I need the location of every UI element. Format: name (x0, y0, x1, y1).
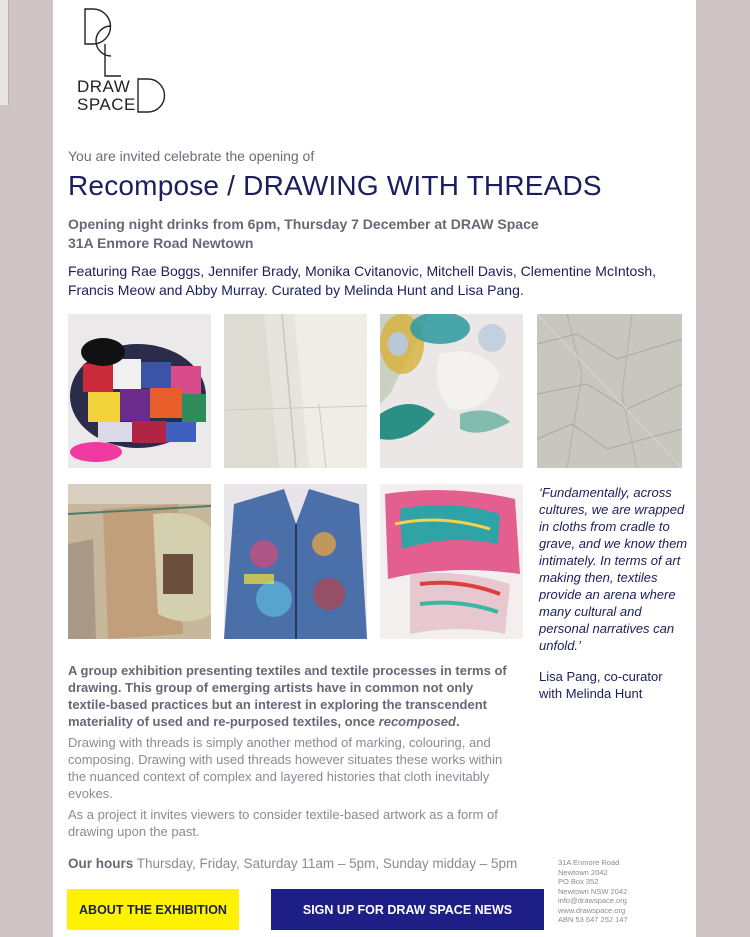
paragraph-project: As a project it invites viewers to consider textile-based artwork as a form of drawing upon the past. (68, 807, 498, 839)
hours-text: Thursday, Friday, Saturday 11am – 5pm, Sunday midday – 5pm (136, 856, 518, 871)
featured-artists: Featuring Rae Boggs, Jennifer Brady, Monika Cvitanovic, Mitchell Davis, Clementine McIntosh, Francis Meow and Abby Murray. Curated by Melinda Hunt and Lisa Pang. (68, 263, 656, 298)
artwork-image-denim-jacket (224, 484, 367, 639)
website-link[interactable]: www.drawspace.org (558, 905, 626, 915)
quote-attribution: Lisa Pang, co-curator with Melinda Hunt (539, 669, 663, 701)
opening-details (68, 215, 539, 253)
hours-label: Our hours (68, 856, 134, 871)
opening-line-1: Opening night drinks from 6pm, Thursday 7 December at DRAW Space (68, 216, 539, 232)
logo-word-draw: DRAW (77, 77, 131, 96)
description-end: . (455, 714, 460, 729)
abn-number: ABN 53 647 252 147 (558, 915, 628, 924)
draw-space-logo (63, 4, 178, 116)
curator-quote: ‘Fundamentally, across cultures, we are wrapped in cloths from cradle to grave, and we know them intimately. In terms of art making then, textiles provide an arena where many cultural and personal narratives can unfold.’ (539, 485, 688, 653)
artwork-image-wall-hanging (68, 484, 211, 639)
artwork-image-embroidered-map (380, 314, 523, 468)
address-line: PO Box 352 (558, 877, 599, 886)
description-emphasis: recomposed (378, 714, 456, 729)
paragraph-drawing-with-threads: Drawing with threads is simply another method of marking, colouring, and composing. Drawing with used threads however situates these works within the nuanced context of complex and layered histories that cloth inevitably evokes. (68, 735, 503, 801)
artwork-image-crumpled-paper (537, 314, 682, 468)
newsletter-signup-button[interactable]: SIGN UP FOR DRAW SPACE NEWS (271, 889, 544, 930)
artwork-image-white-cloth (224, 314, 367, 468)
address-line: Newtown NSW 2042 (558, 886, 628, 896)
opening-hours (68, 856, 517, 871)
contact-address (558, 858, 688, 925)
exhibition-description (68, 662, 513, 730)
window-edge (0, 0, 9, 105)
artwork-image-patchwork-bundle (68, 314, 211, 468)
artwork-image-painted-fabric (380, 484, 523, 639)
description-main: A group exhibition presenting textiles and textile processes in terms of drawing. This group of emerging artists have in common not only textile-based practices but an interest in exploring the transcendent materiality of used and re-purposed textiles, once (68, 663, 507, 729)
exhibition-title: Recompose / DRAWING WITH THREADS (68, 170, 602, 201)
opening-line-2: 31A Enmore Road Newtown (68, 235, 254, 251)
logo-word-space: SPACE (77, 95, 136, 114)
about-exhibition-button[interactable]: ABOUT THE EXHIBITION (67, 889, 239, 930)
invitation-sheet (53, 0, 696, 937)
invite-text: You are invited celebrate the opening of (68, 148, 315, 164)
address-line: Newtown 2042 (558, 867, 608, 877)
address-line: 31A Enmore Road (558, 858, 620, 867)
email-link[interactable]: info@drawspace.org (558, 896, 627, 905)
